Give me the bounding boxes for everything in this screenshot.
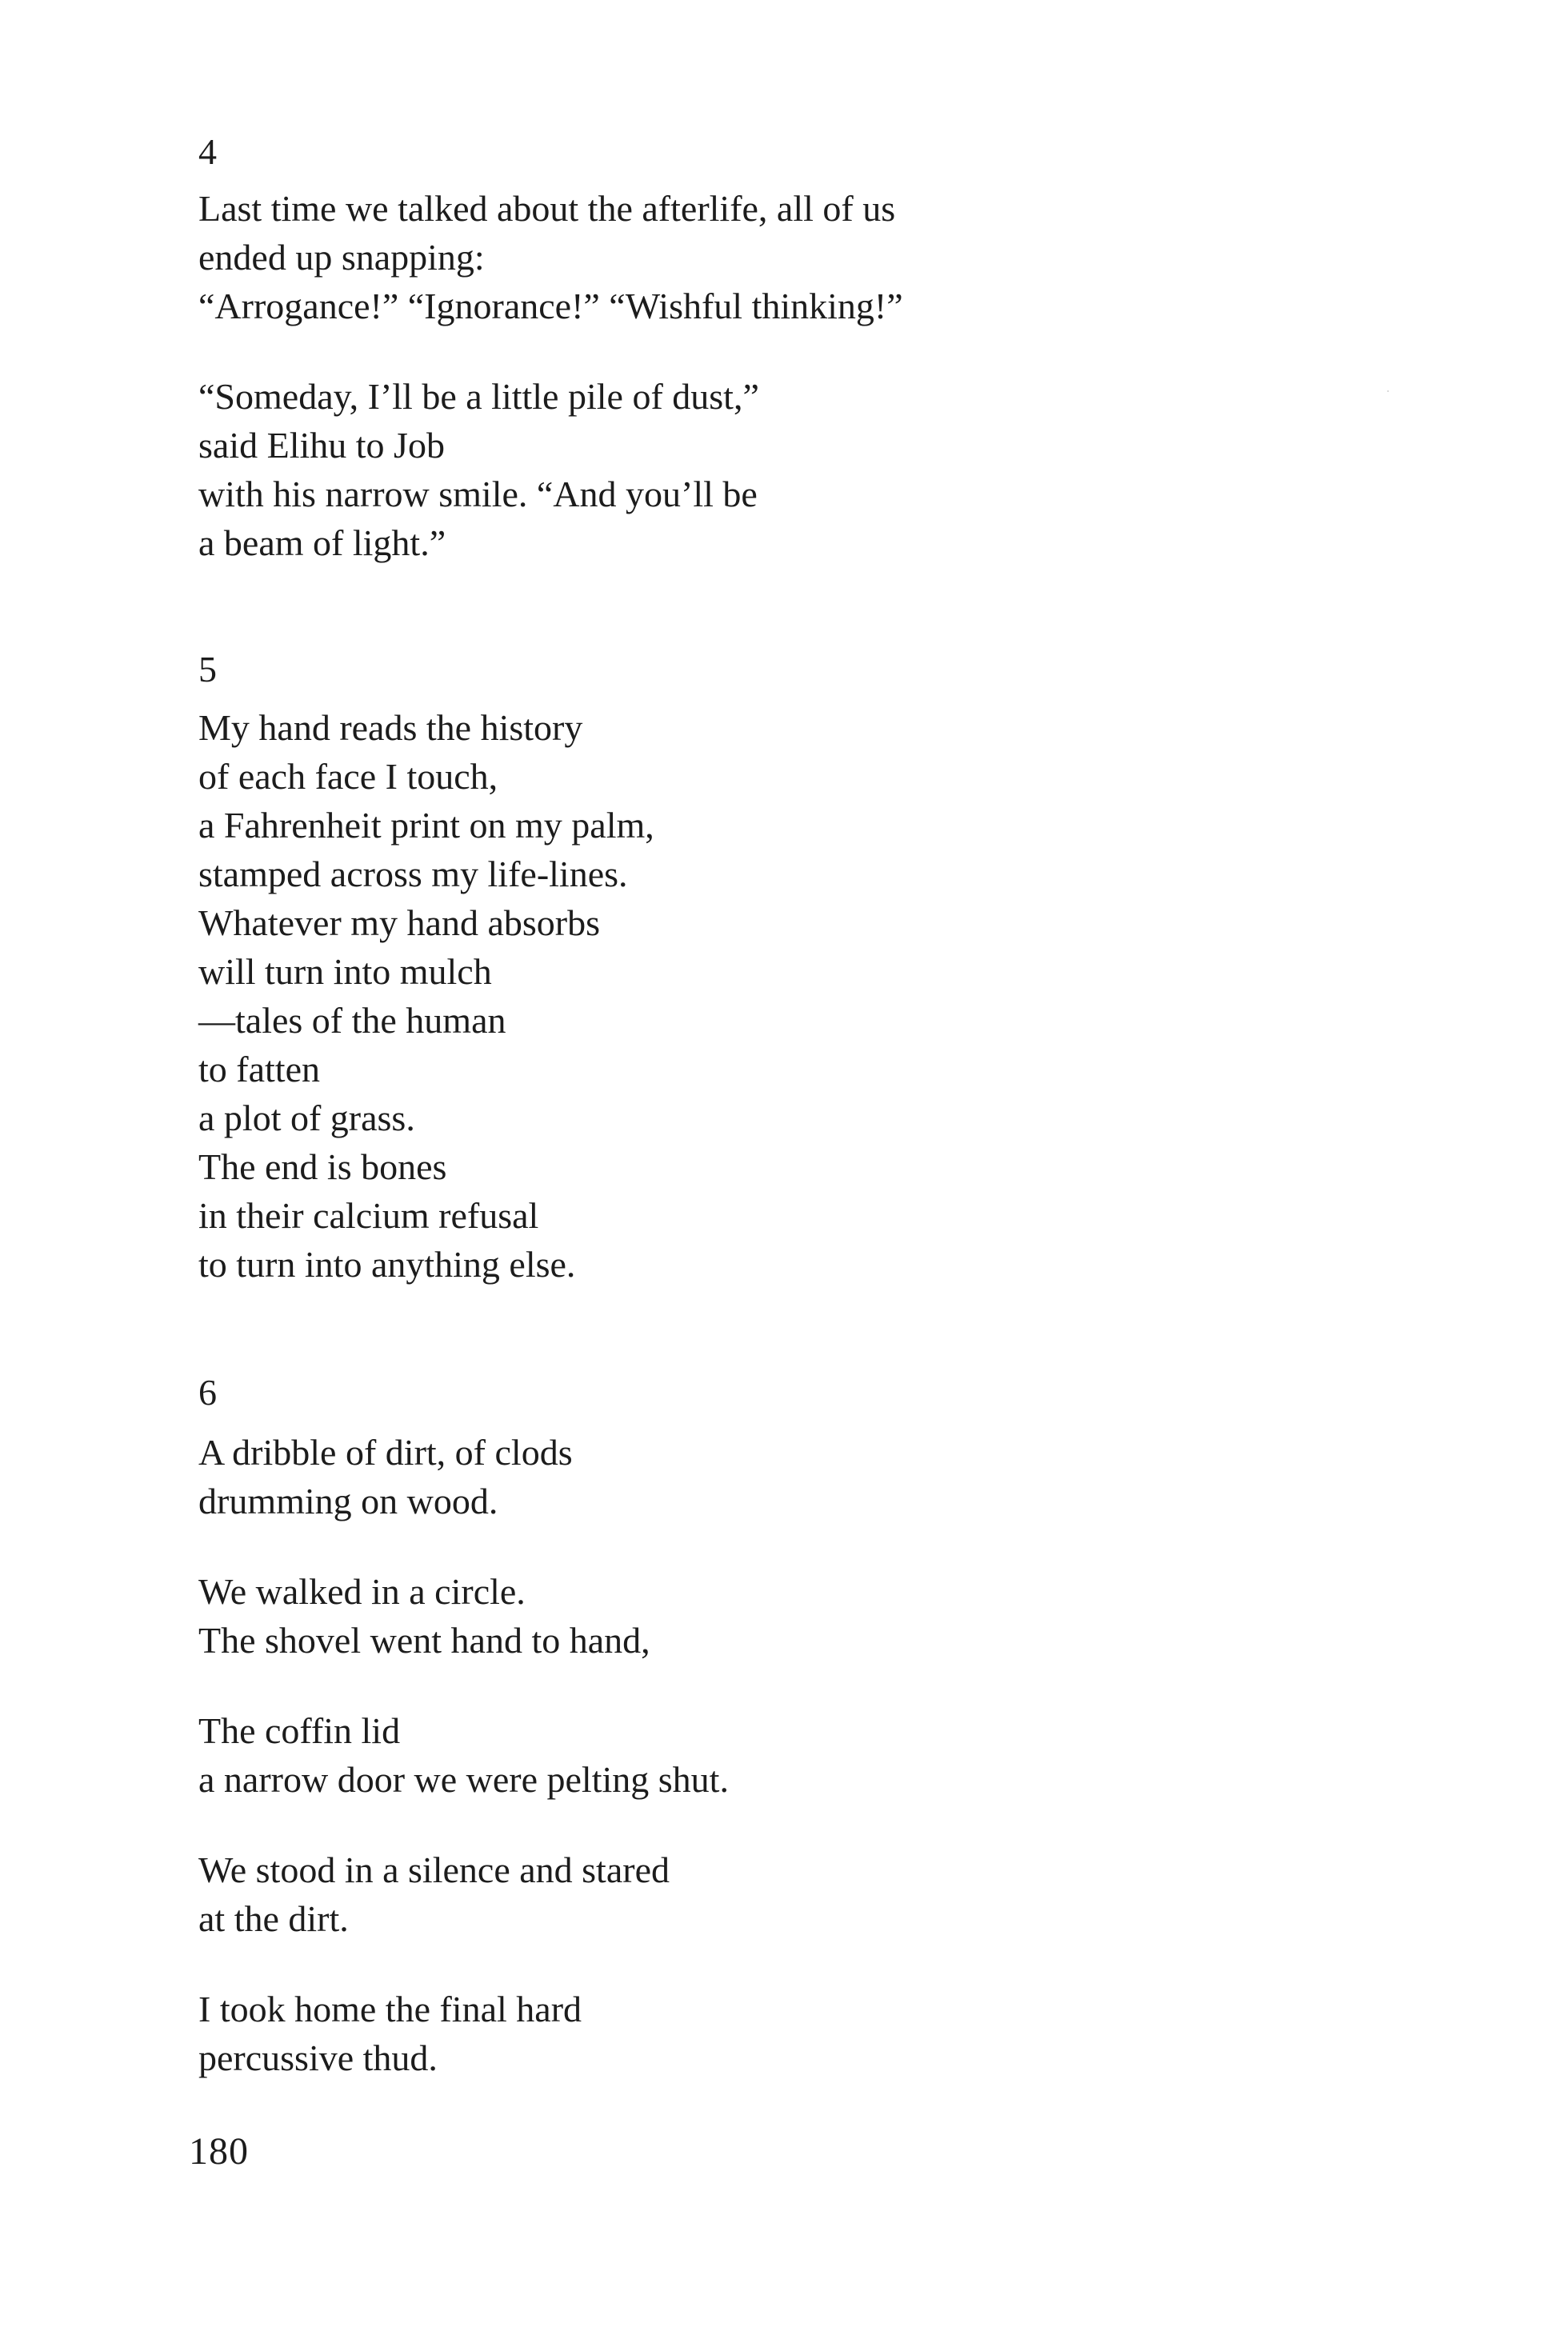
poem-line: stamped across my life-lines.	[198, 854, 628, 894]
poem-line: a Fahrenheit print on my palm,	[198, 805, 654, 846]
poem-line: to turn into anything else.	[198, 1244, 576, 1285]
poem-line: of each face I touch,	[198, 756, 498, 797]
stanza	[198, 184, 1398, 330]
poem-line: “Arrogance!” “Ignorance!” “Wishful thinking!”	[198, 286, 903, 326]
poem-page	[198, 128, 1398, 2082]
poem-line: with his narrow smile. “And you’ll be	[198, 474, 758, 514]
poem-line: in their calcium refusal	[198, 1195, 539, 1236]
paper-speck	[1387, 390, 1389, 392]
page-number: 180	[189, 2130, 249, 2173]
stanza	[198, 1985, 1398, 2082]
stanza	[198, 372, 1398, 567]
poem-line: will turn into mulch	[198, 951, 492, 992]
poem-line: ended up snapping:	[198, 237, 485, 278]
poem-line: drumming on wood.	[198, 1481, 498, 1521]
poem-line: Whatever my hand absorbs	[198, 902, 601, 943]
poem-section-4	[198, 128, 1398, 567]
stanza	[198, 1845, 1398, 1943]
poem-section-6	[198, 1369, 1398, 2082]
poem-line: a narrow door we were pelting shut.	[198, 1759, 729, 1800]
poem-line: We walked in a circle.	[198, 1571, 526, 1612]
poem-line: at the dirt.	[198, 1898, 349, 1939]
poem-line: to fatten	[198, 1049, 320, 1090]
poem-line: Last time we talked about the afterlife, all of us	[198, 188, 896, 229]
stanza	[198, 703, 1398, 1289]
poem-line: “Someday, I’ll be a little pile of dust,”	[198, 376, 759, 417]
poem-line: a beam of light.”	[198, 522, 446, 563]
poem-line: I took home the final hard	[198, 1989, 582, 2029]
poem-line: The end is bones	[198, 1146, 447, 1187]
poem-line: —tales of the human	[198, 1000, 506, 1041]
poem-line: The coffin lid	[198, 1710, 401, 1751]
poem-line: A dribble of dirt, of clods	[198, 1432, 573, 1473]
poem-line: percussive thud.	[198, 2037, 438, 2078]
poem-line: The shovel went hand to hand,	[198, 1620, 650, 1661]
poem-line: We stood in a silence and stared	[198, 1849, 670, 1890]
poem-line: a plot of grass.	[198, 1098, 415, 1138]
stanza	[198, 1567, 1398, 1665]
poem-line: said Elihu to Job	[198, 425, 445, 466]
stanza	[198, 1428, 1398, 1525]
section-number: 5	[198, 649, 217, 690]
poem-section-5	[198, 646, 1398, 1289]
poem-line: My hand reads the history	[198, 707, 583, 748]
section-number: 4	[198, 131, 217, 172]
section-number: 6	[198, 1372, 217, 1413]
stanza	[198, 1706, 1398, 1804]
